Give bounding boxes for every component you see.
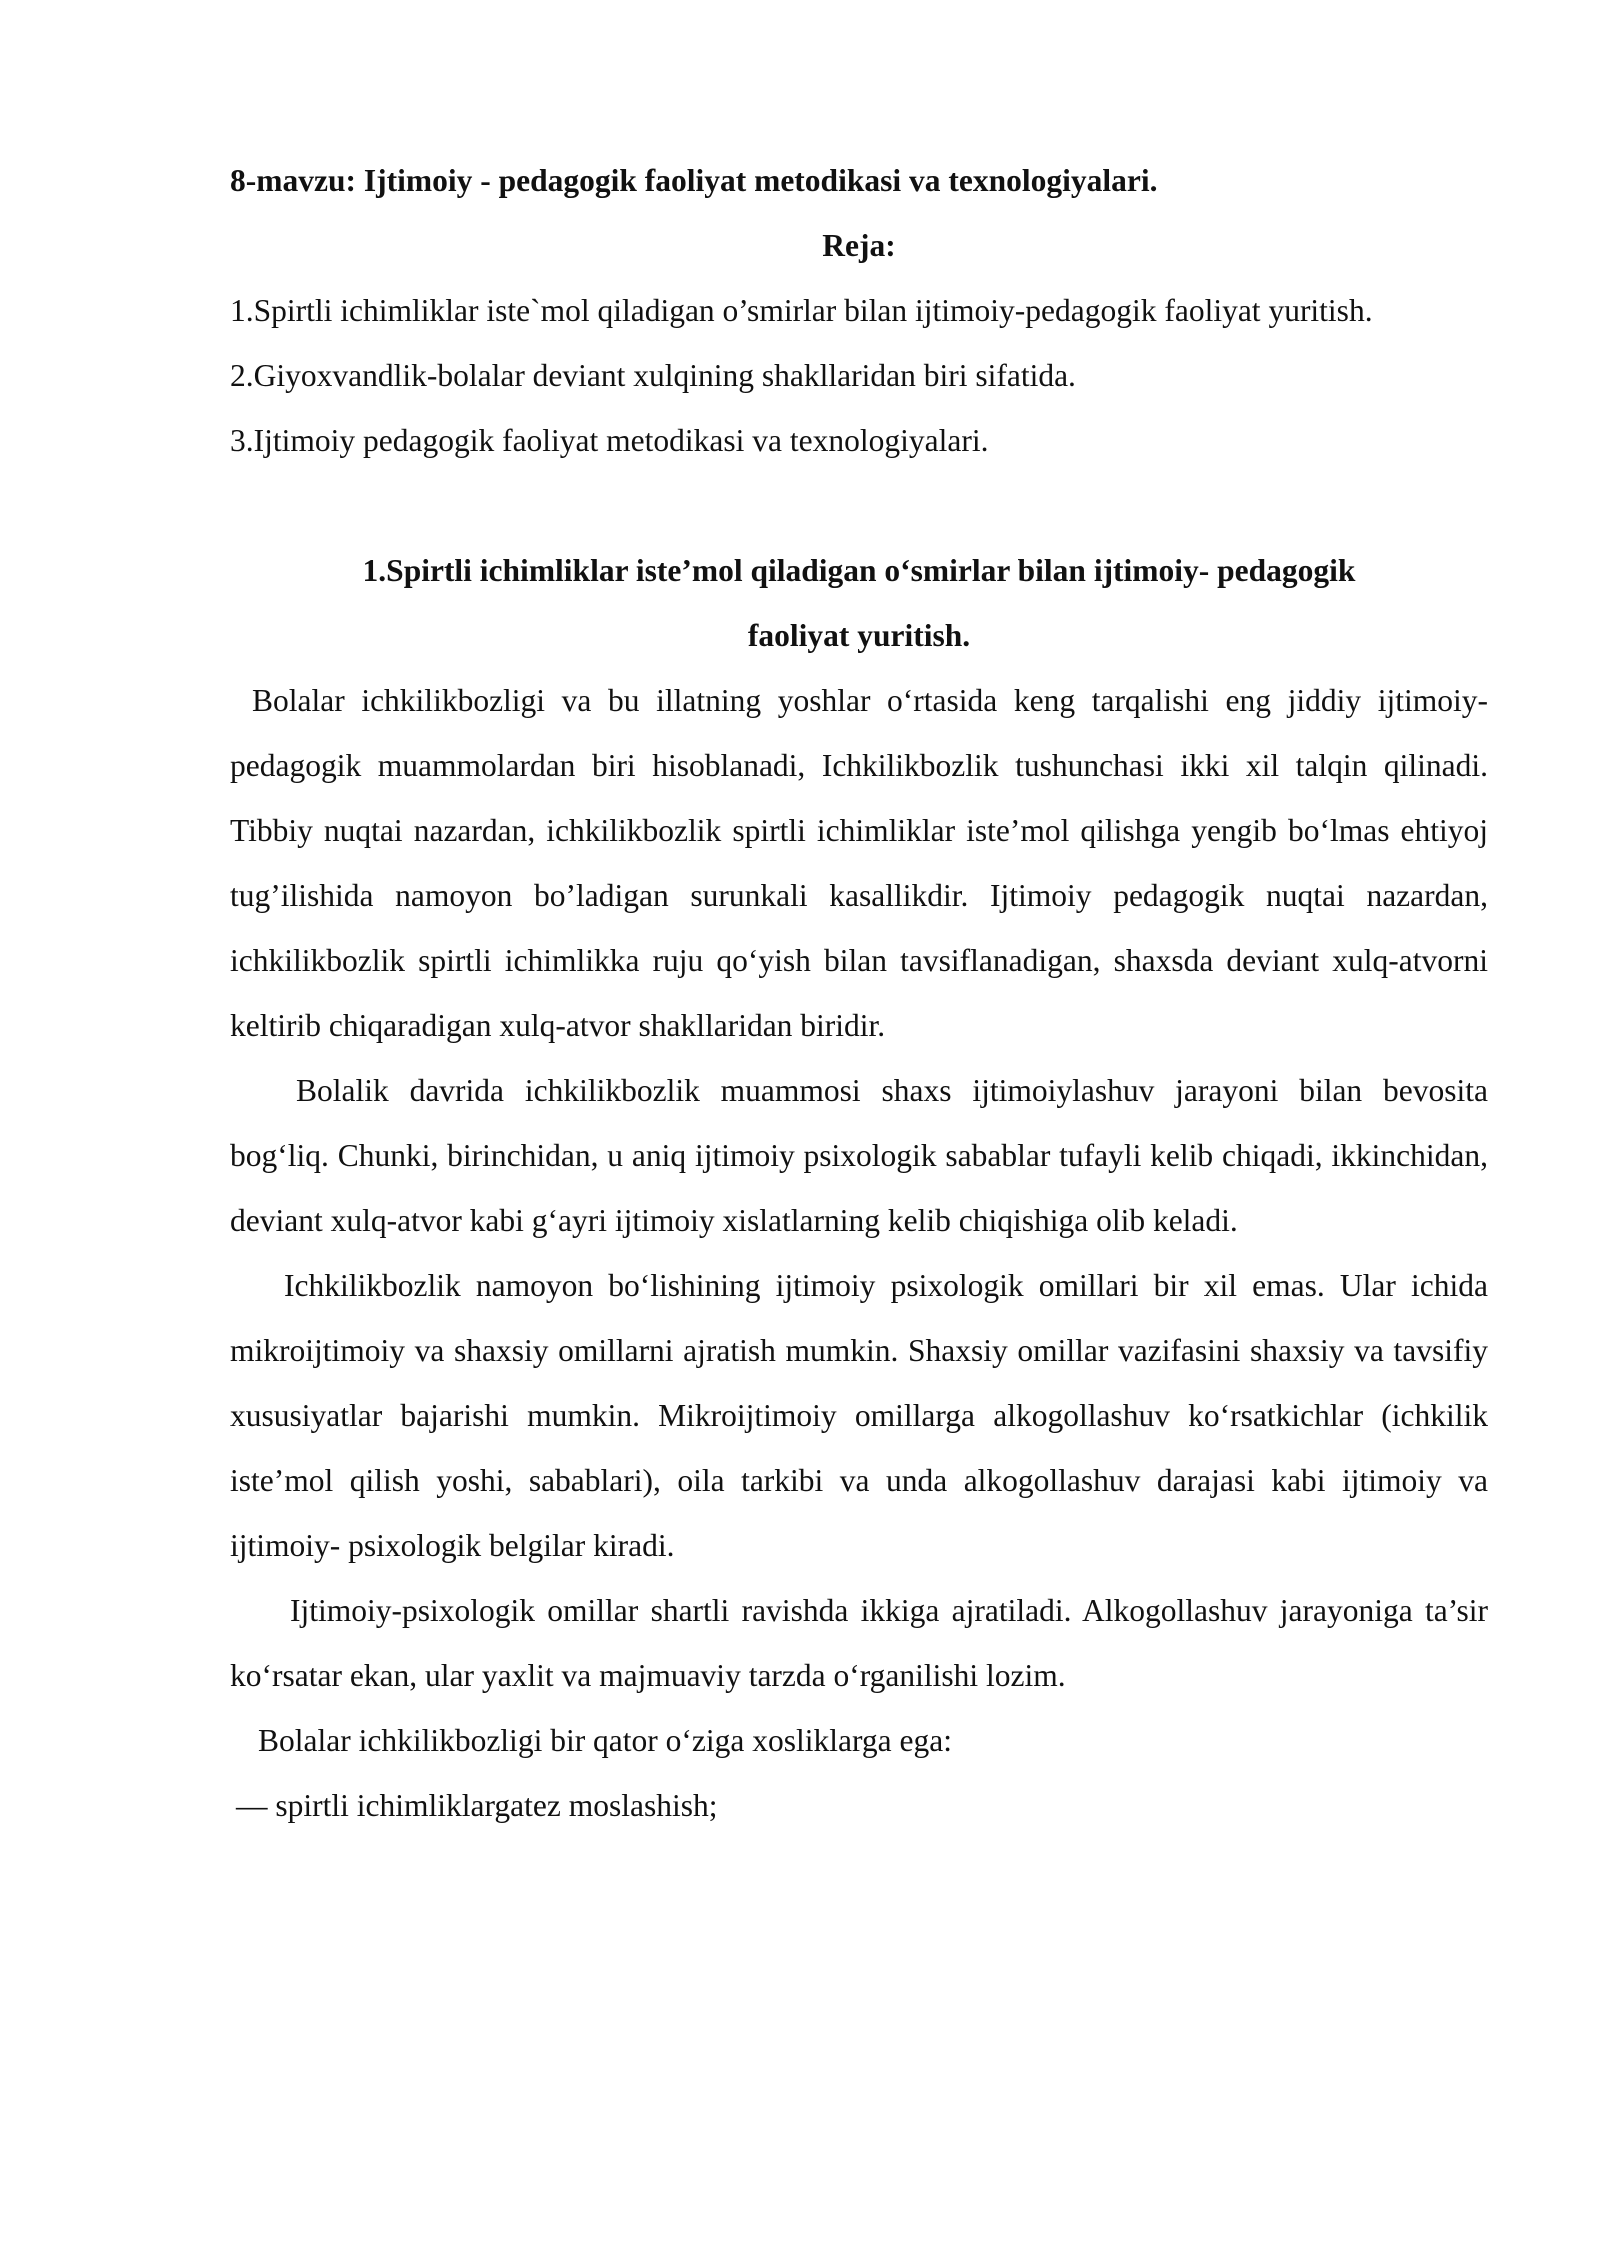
section-heading-line-2: faoliyat yuritish. [747, 618, 971, 653]
paragraph-3: Ichkilikbozlik namoyon bo‘lishining ijtimoiy psixologik omillari bir xil emas. Ular ichida mikroijtimoiy va shaxsiy omillarni ajratish mumkin. Shaxsiy omillar vazifasini shaxsiy va tavsifiy xususiyatlar bajarishi mumkin. Mikroijtimoiy omillarga alkogollashuv ko‘rsatkichlar (ichkilik iste’mol qilish yoshi, sabablari), oila tarkibi va unda alkogollashuv darajasi kabi ijtimoiy va ijtimoiy- psixologik belgilar kiradi. [230, 1268, 1488, 1563]
plan-item-1: 1.Spirtli ichimliklar iste`mol qiladigan o’smirlar bilan ijtimoiy-pedagogik faoliyat yuritish. [230, 293, 1373, 328]
section-heading-line-1: 1.Spirtli ichimliklar iste’mol qiladigan o‘smirlar bilan ijtimoiy- pedagogik [362, 553, 1356, 588]
spacer [230, 473, 1488, 538]
plan-item-3: 3.Ijtimoiy pedagogik faoliyat metodikasi va texnologiyalari. [230, 423, 989, 458]
paragraph-1: Bolalar ichkilikbozligi va bu illatning yoshlar o‘rtasida keng tarqalishi eng jiddiy ijtimoiy-pedagogik muammolardan biri hisoblanadi, Ichkilikbozlik tushunchasi ikki xil talqin qilinadi. Tibbiy nuqtai nazardan, ichkilikbozlik spirtli ichimliklar iste’mol qilishga yengib bo‘lmas ehtiyoj tug’ilishida namoyon bo’ladigan surunkali kasallikdir. Ijtimoiy pedagogik nuqtai nazardan, ichkilikbozlik spirtli ichimlikka ruju qo‘yish bilan tavsiflanadigan, shaxsda deviant xulq-atvorni keltirib chiqaradigan xulq-atvor shakllaridan biridir. [230, 683, 1488, 1043]
paragraph-4: Ijtimoiy-psixologik omillar shartli ravishda ikkiga ajratiladi. Alkogollashuv jarayoniga ta’sir ko‘rsatar ekan, ular yaxlit va majmuaviy tarzda o‘rganilishi lozim. [230, 1593, 1488, 1693]
paragraph-5: Bolalar ichkilikbozligi bir qator o‘ziga xosliklarga ega: [258, 1723, 952, 1758]
plan-heading: Reja: [822, 228, 896, 263]
paragraph-2: Bolalik davrida ichkilikbozlik muammosi shaxs ijtimoiylashuv jarayoni bilan bevosita bog‘liq. Chunki, birinchidan, u aniq ijtimoiy psixologik sabablar tufayli kelib chiqadi, ikkinchidan, deviant xulq-atvor kabi g‘ayri ijtimoiy xislatlarning kelib chiqishiga olib keladi. [230, 1073, 1488, 1238]
list-item-dash: — spirtli ichimliklargatez moslashish; [236, 1788, 718, 1823]
document-page [230, 148, 1488, 1838]
document-title: 8-mavzu: Ijtimoiy - pedagogik faoliyat metodikasi va texnologiyalari. [230, 163, 1158, 198]
plan-item-2: 2.Giyoxvandlik-bolalar deviant xulqining shakllaridan biri sifatida. [230, 358, 1076, 393]
